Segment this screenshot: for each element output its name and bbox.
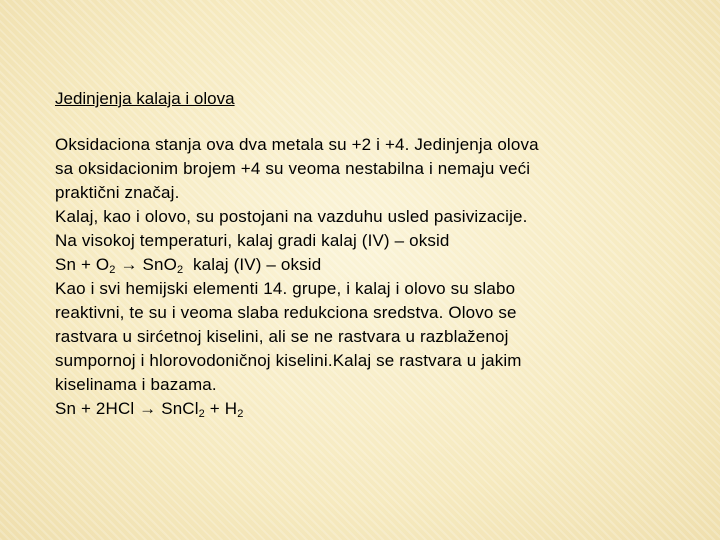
body-line: praktični značaj. — [55, 183, 180, 202]
body-line: sa oksidacionim brojem +4 su veoma nestabilna i nemaju veći — [55, 159, 531, 178]
reaction-2-h2-subscript: 2 — [237, 408, 244, 420]
reaction-1-label: kalaj (IV) – oksid — [183, 255, 322, 274]
reaction-2-plus-h: + H — [204, 399, 238, 418]
body-line: rastvara u sirćetnoj kiselini, ali se ne rastvara u razblaženoj — [55, 327, 509, 346]
body-line: sumpornoj i hlorovodoničnoj kiselini.Kalaj se rastvara u jakim — [55, 351, 522, 370]
body-line: reaktivni, te su i veoma slaba redukciona sredstva. Olovo se — [55, 303, 517, 322]
reaction-2-cl2-subscript: 2 — [198, 408, 205, 420]
body-line: Na visokoj temperaturi, kalaj gradi kalaj (IV) – oksid — [55, 231, 450, 250]
reaction-equation-2 — [55, 397, 675, 421]
slide-body — [55, 133, 675, 421]
slide-title: Jedinjenja kalaja i olova — [55, 89, 235, 108]
body-line: Kao i svi hemijski elementi 14. grupe, i kalaj i olovo su slabo — [55, 279, 516, 298]
reaction-1-product-subscript: 2 — [176, 264, 184, 276]
reaction-1-o2-subscript: 2 — [109, 264, 116, 276]
reaction-1-arrow-product: → SnO — [115, 255, 177, 274]
body-line: Oksidaciona stanja ova dva metala su +2 i +4. Jedinjenja olova — [55, 135, 539, 154]
reaction-2-equation: Sn + 2HCl → SnCl — [55, 399, 199, 418]
body-line: kiselinama i bazama. — [55, 375, 217, 394]
reaction-equation-1 — [55, 253, 675, 277]
reaction-1-reactants: Sn + O — [55, 255, 110, 274]
body-line: Kalaj, kao i olovo, su postojani na vazduhu usled pasivizacije. — [55, 207, 528, 226]
